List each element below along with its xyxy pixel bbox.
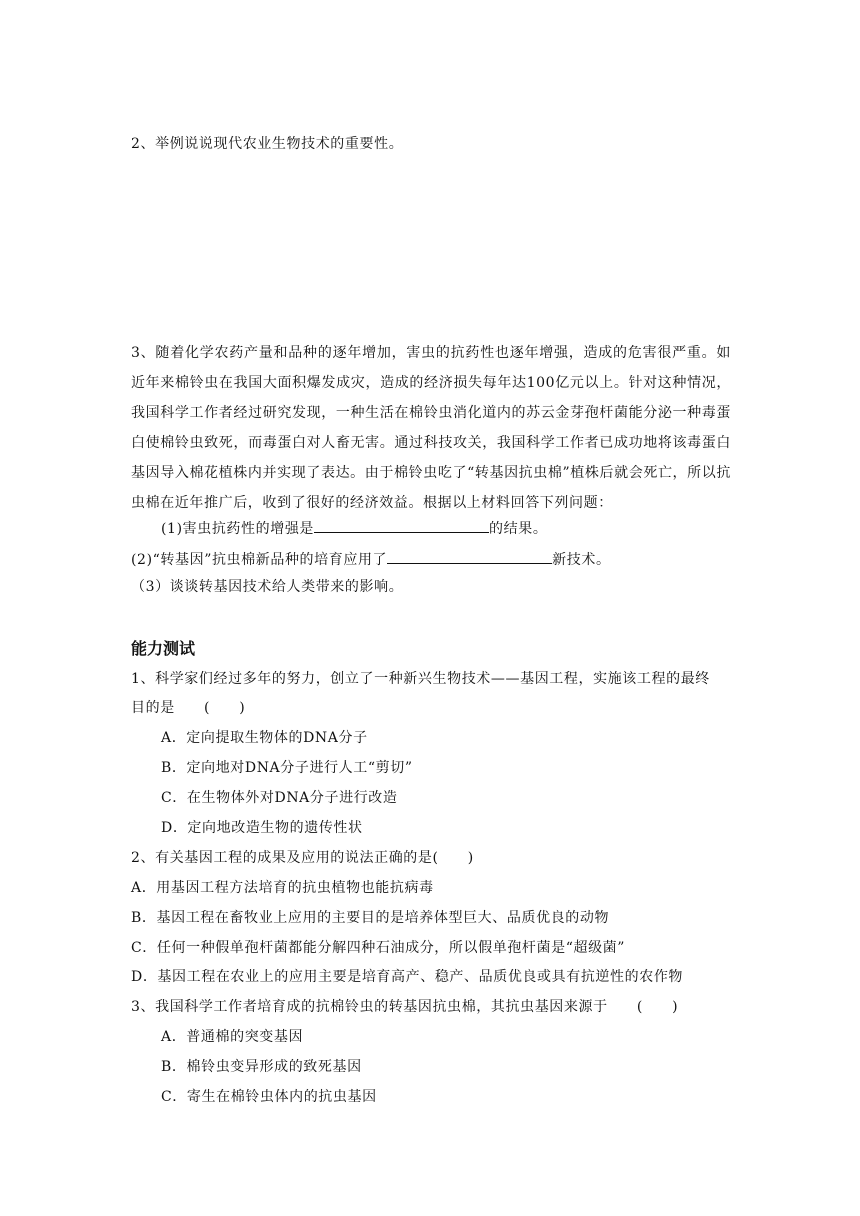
ability-q1-option-c: C．在生物体外对DNA分子进行改造 <box>161 790 398 806</box>
question-3-sub1 <box>161 516 547 539</box>
ability-test-heading: 能力测试 <box>131 639 196 658</box>
ability-q1-option-d: D．定向地改造生物的遗传性状 <box>161 820 363 836</box>
question-3-sub2 <box>131 547 611 570</box>
question-2-title: 2、举例说说现代农业生物技术的重要性。 <box>131 136 404 152</box>
question-3-paragraph: 3、随着化学农药产量和品种的逐年增加，害虫的抗药性也逐年增强，造成的危害很严重。如近年来棉铃虫在我国大面积爆发成灾，造成的经济损失每年达100亿元以上。针对这种情况，我国科学工作者经过研究发现，一种生活在棉铃虫消化道内的苏云金芽孢杆菌能分泌一种毒蛋白使棉铃虫致死，而毒蛋白对人畜无害。通过科技攻关，我国科学工作者已成功地将该毒蛋白基因导入棉花植株内并实现了表达。由于棉铃虫吃了“转基因抗虫棉”植株后就会死亡，所以抗虫棉在近年推广后，收到了很好的经济效益。根据以上材料回答下列问题： <box>131 345 731 511</box>
sub1-suffix: 的结果。 <box>489 521 548 537</box>
ability-q2-option-d: D．基因工程在农业上的应用主要是培育高产、稳产、品质优良或具有抗逆性的农作物 <box>131 969 684 985</box>
ability-q3-stem: 3、我国科学工作者培育成的抗棉铃虫的转基因抗虫棉，其抗虫基因来源于 ( ) <box>131 999 679 1015</box>
ability-q1-option-b: B．定向地对DNA分子进行人工“剪切” <box>161 760 413 776</box>
ability-q3-option-c: C．寄生在棉铃虫体内的抗虫基因 <box>161 1089 377 1105</box>
ability-q3-option-b: B．棉铃虫变异形成的致死基因 <box>161 1059 362 1075</box>
sub2-prefix: (2)“转基因”抗虫棉新品种的培育应用了 <box>131 552 388 568</box>
answer-blank-2[interactable] <box>387 547 552 564</box>
ability-q2-option-b: B．基因工程在畜牧业上应用的主要目的是培养体型巨大、品质优良的动物 <box>131 910 610 926</box>
ability-q2-option-c: C．任何一种假单孢杆菌都能分解四种石油成分，所以假单孢杆菌是“超级菌” <box>131 940 626 956</box>
ability-q2-stem: 2、有关基因工程的成果及应用的说法正确的是( ) <box>131 850 474 866</box>
question-3-sub3: （3）谈谈转基因技术给人类带来的影响。 <box>131 579 404 595</box>
sub2-suffix: 新技术。 <box>552 552 611 568</box>
answer-blank-1[interactable] <box>314 516 489 533</box>
ability-q1-line2: 目的是 ( ) <box>131 700 246 716</box>
ability-q2-option-a: A．用基因工程方法培育的抗虫植物也能抗病毒 <box>131 880 434 896</box>
ability-q1-option-a: A．定向提取生物体的DNA分子 <box>161 730 368 746</box>
sub1-prefix: (1)害虫抗药性的增强是 <box>161 521 315 537</box>
ability-q1-line1: 1、科学家们经过多年的努力，创立了一种新兴生物技术——基因工程，实施该工程的最终 <box>131 671 710 687</box>
ability-q3-option-a: A．普通棉的突变基因 <box>161 1029 304 1045</box>
